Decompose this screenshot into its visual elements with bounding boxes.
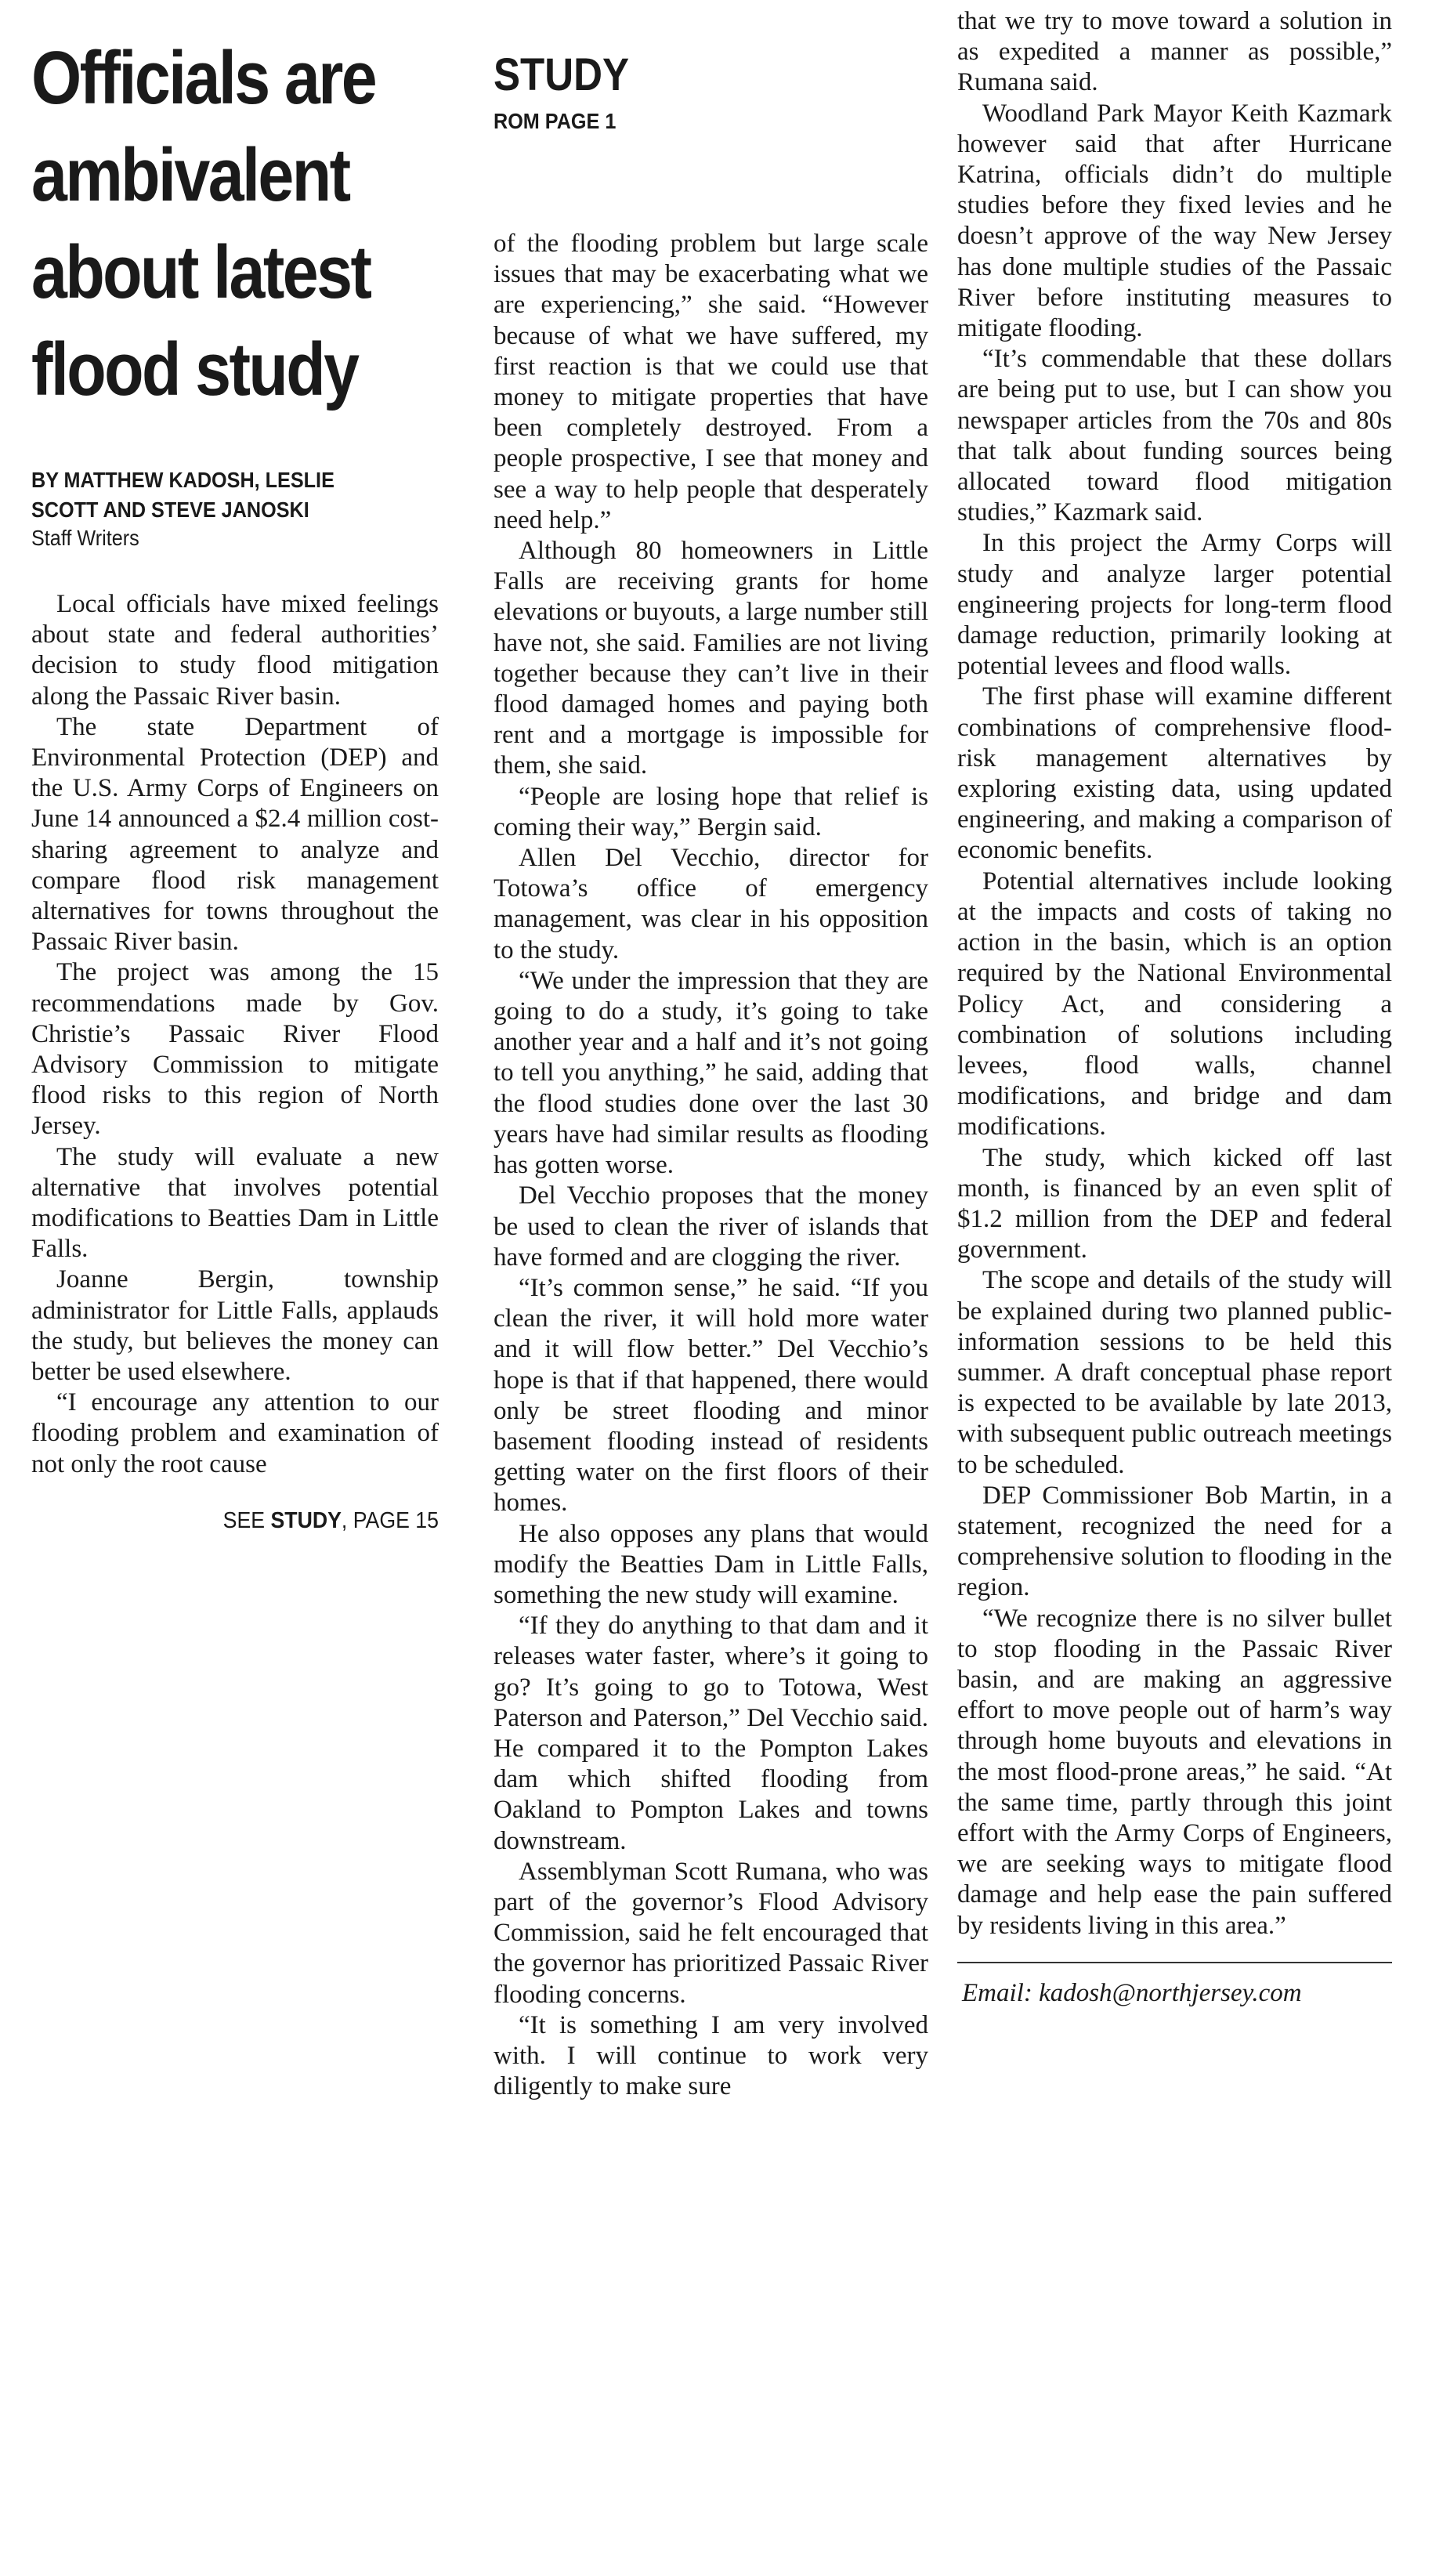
paragraph: Joanne Bergin, township administrator for Little Falls, applauds the study, but believes the money can better be used elsewhere. (31, 1265, 439, 1387)
paragraph: “People are losing hope that relief is coming their way,” Bergin said. (494, 782, 928, 841)
paragraph: “We under the impression that they are going to do a study, it’s going to take another year and a half and it’s not going to tell you anything,” he said, adding that the flood studies done over the last 30 years have had similar results as flooding has gotten worse. (494, 966, 928, 1180)
column-2 (494, 0, 928, 2102)
paragraph: “It’s commendable that these dollars are being put to use, but I can show you newspaper articles from the 70s and 80s that talk about funding sources being allocated toward flood mitigation studies,” Kazmark said. (957, 345, 1392, 527)
byline (31, 465, 440, 525)
paragraph: of the flooding problem but large scale issues that may be exacerbating what we are experiencing,” she said. “However because of what we have suffered, my first reaction is that we could use that money to mitigate properties that have been completely destroyed. From a people prospective, I see that money and see a way to help people that desperately need help.” (494, 230, 928, 534)
paragraph: The scope and details of the study will be explained during two planned public-information sessions to be held this summer. A draft conceptual phase report is expected to be available by late 2013, with subsequent public outreach meetings to be scheduled. (957, 1266, 1392, 1479)
paragraph: “If they do anything to that dam and it releases water faster, where’s it going to go? It’s going to go to Totowa, West Paterson and Paterson,” Del Vecchio said. He compared it to the Pompton Lakes dam which shifted flooding from Oakland to Pompton Lakes and towns downstream. (494, 1612, 928, 1855)
paragraph: The study, which kicked off last month, is financed by an even split of $1.2 million from the DEP and federal government. (957, 1143, 1392, 1264)
jump-suffix: , PAGE 15 (341, 1507, 439, 1533)
paragraph: DEP Commissioner Bob Martin, in a statement, recognized the need for a comprehensive solution to flooding in the region. (957, 1481, 1392, 1602)
headline: Officials are ambivalent about latest flood study (31, 36, 376, 411)
jump-prefix: SEE (222, 1507, 271, 1533)
paragraph: “It’s common sense,” he said. “If you clean the river, it will hold more water and it will flow better.” Del Vecchio’s hope is that if that happened, there would only be street flooding and minor basement flooding instead of residents getting water on the first floors of their homes. (494, 1273, 928, 1518)
paragraph: The study will evaluate a new alternative that involves potential modifications to Beatties Dam in Little Falls. (31, 1142, 439, 1264)
paragraph: Del Vecchio proposes that the money be used to clean the river of islands that have formed and are clogging the river. (494, 1181, 928, 1272)
author-email[interactable]: Email: kadosh@northjersey.com (962, 1978, 1302, 2007)
paragraph: He also opposes any plans that would modify the Beatties Dam in Little Falls, something the new study will examine. (494, 1519, 928, 1609)
paragraph: The project was among the 15 recommendations made by Gov. Christie’s Passaic River Flood Advisory Commission to mitigate flood risks to this region of North Jersey. (31, 958, 439, 1141)
byline-line-2: SCOTT AND STEVE JANOSKI (31, 497, 309, 522)
paragraph: Woodland Park Mayor Keith Kazmark however said that after Hurricane Katrina, officials didn’t do multiple studies before they fixed levies and he doesn’t approve of the way New Jersey has done multiple studies of the Passaic River before instituting measures to mitigate flooding. (957, 99, 1392, 343)
paragraph: “We recognize there is no silver bullet to stop flooding in the Passaic River basin, and are making an aggressive effort to move people out of harm’s way through home buyouts and elevations in the most flood-prone areas,” he said. “At the same time, partly through this joint effort with the Army Corps of Engineers, we are seeking ways to mitigate flood damage and help ease the pain suffered by residents living in this area.” (957, 1604, 1392, 1940)
column-1 (31, 0, 439, 1534)
byline-line-1: BY MATTHEW KADOSH, LESLIE (31, 468, 334, 492)
paragraph: Although 80 homeowners in Little Falls are receiving grants for home elevations or buyouts, a large number still have not, she said. Families are not living together because they can’t live in their flood damaged homes and paying both rent and a mortgage is impossible for them, she said. (494, 537, 928, 780)
paragraph: The first phase will examine different combinations of comprehensive flood-risk management alternatives by exploring existing data, using updated engineering, and making a comparison of economic benefits. (957, 682, 1392, 865)
email-divider (957, 1962, 1392, 1963)
body-column-3 (957, 6, 1392, 1941)
paragraph: The state Department of Environmental Protection (DEP) and the U.S. Army Corps of Engineers on June 14 announced a $2.4 million cost-sharing agreement to analyze and compare flood risk management alternatives for towns throughout the Passaic River basin. (31, 712, 439, 957)
continuation-from: ROM PAGE 1 (494, 109, 617, 133)
paragraph: that we try to move toward a solution in as expedited a manner as possible,” Rumana said. (957, 7, 1392, 97)
paragraph: In this project the Army Corps will study and analyze larger potential engineering projects for long-term flood damage reduction, primarily looking at potential levees and flood walls. (957, 529, 1392, 681)
body-column-1 (31, 589, 439, 1480)
jump-word: STUDY (270, 1507, 342, 1533)
jump-line (64, 1508, 439, 1534)
column-3 (957, 0, 1392, 2009)
paragraph: “I encourage any attention to our flooding problem and examination of not only the root cause (31, 1388, 439, 1478)
continuation-head: STUDY (494, 49, 629, 100)
body-column-2 (494, 229, 928, 2102)
paragraph: Assemblyman Scott Rumana, who was part of the governor’s Flood Advisory Commission, said he felt encouraged that the governor has prioritized Passaic River flooding concerns. (494, 1857, 928, 2009)
paragraph: Potential alternatives include looking at the impacts and costs of taking no action in the basin, which is an option required by the National Environmental Policy Act, and considering a combination of solutions including levees, flood walls, channel modifications, and bridge and dam modifications. (957, 867, 1392, 1141)
paragraph: Local officials have mixed feelings about state and federal authorities’ decision to study flood mitigation along the Passaic River basin. (31, 590, 439, 711)
paragraph: “It is something I am very involved with. I will continue to work very diligently to make sure (494, 2010, 928, 2101)
staff-label: Staff Writers (31, 526, 139, 550)
paragraph: Allen Del Vecchio, director for Totowa’s office of emergency management, was clear in his opposition to the study. (494, 844, 928, 964)
